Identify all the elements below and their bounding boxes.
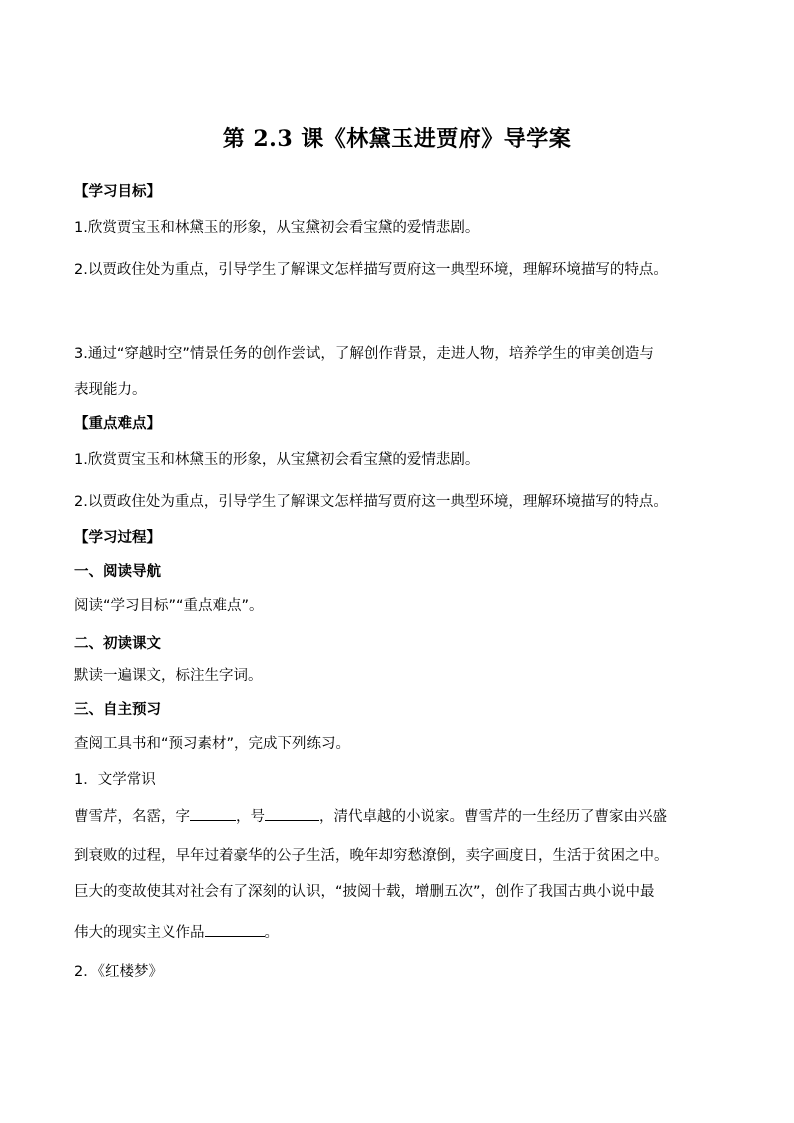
objective-2: 2.以贾政住处为重点，引导学生了解课文怎样描写贾府这一典型环境，理解环境描写的特点。 bbox=[74, 262, 668, 278]
step1-text: 阅读“学习目标”“重点难点”。 bbox=[74, 598, 264, 614]
item1-line1-part-c: ，清代卓越的小说家。曹雪芹的一生经历了曹家由兴盛 bbox=[319, 809, 667, 825]
key-points-heading: 【重点难点】 bbox=[74, 416, 161, 432]
work-title-blank bbox=[205, 922, 265, 937]
item1-line1 bbox=[74, 806, 667, 827]
step1-heading: 一、阅读导航 bbox=[74, 564, 161, 580]
item1-line4-part-b: 。 bbox=[264, 925, 279, 941]
process-heading: 【学习过程】 bbox=[74, 530, 161, 546]
pen-name-blank bbox=[265, 806, 319, 821]
item2-heading: 2．《红楼梦》 bbox=[74, 964, 163, 980]
objectives-heading: 【学习目标】 bbox=[74, 184, 161, 200]
step2-text: 默读一遍课文，标注生字词。 bbox=[74, 668, 263, 684]
page-title: 第 2.3 课《林黛玉进贾府》导学案 bbox=[222, 126, 572, 152]
item1-line4-part-a: 伟大的现实主义作品 bbox=[74, 925, 205, 941]
item1-heading: 1．文学常识 bbox=[74, 772, 156, 788]
item1-line1-part-b: ，号 bbox=[236, 809, 265, 825]
item1-line4 bbox=[74, 922, 279, 943]
step3-heading: 三、自主预习 bbox=[74, 702, 161, 718]
objective-3-continued: 表现能力。 bbox=[74, 382, 147, 398]
key-point-2: 2.以贾政住处为重点，引导学生了解课文怎样描写贾府这一典型环境，理解环境描写的特点。 bbox=[74, 494, 668, 510]
objective-3: 3.通过“穿越时空”情景任务的创作尝试，了解创作背景，走进人物，培养学生的审美创造与 bbox=[74, 346, 654, 362]
objective-1: 1.欣赏贾宝玉和林黛玉的形象，从宝黛初会看宝黛的爱情悲剧。 bbox=[74, 220, 480, 236]
step2-heading: 二、初读课文 bbox=[74, 636, 161, 652]
step3-text: 查阅工具书和“预习素材”，完成下列练习。 bbox=[74, 736, 351, 752]
key-point-1: 1.欣赏贾宝玉和林黛玉的形象，从宝黛初会看宝黛的爱情悲剧。 bbox=[74, 452, 480, 468]
item1-line1-part-a: 曹雪芹，名霑，字 bbox=[74, 809, 190, 825]
courtesy-name-blank bbox=[190, 806, 236, 821]
item1-line2: 到衰败的过程，早年过着豪华的公子生活，晚年却穷愁潦倒，卖字画度日，生活于贫困之中。 bbox=[74, 848, 669, 864]
item1-line3: 巨大的变故使其对社会有了深刻的认识，“披阅十载，增删五次”，创作了我国古典小说中最 bbox=[74, 884, 655, 900]
